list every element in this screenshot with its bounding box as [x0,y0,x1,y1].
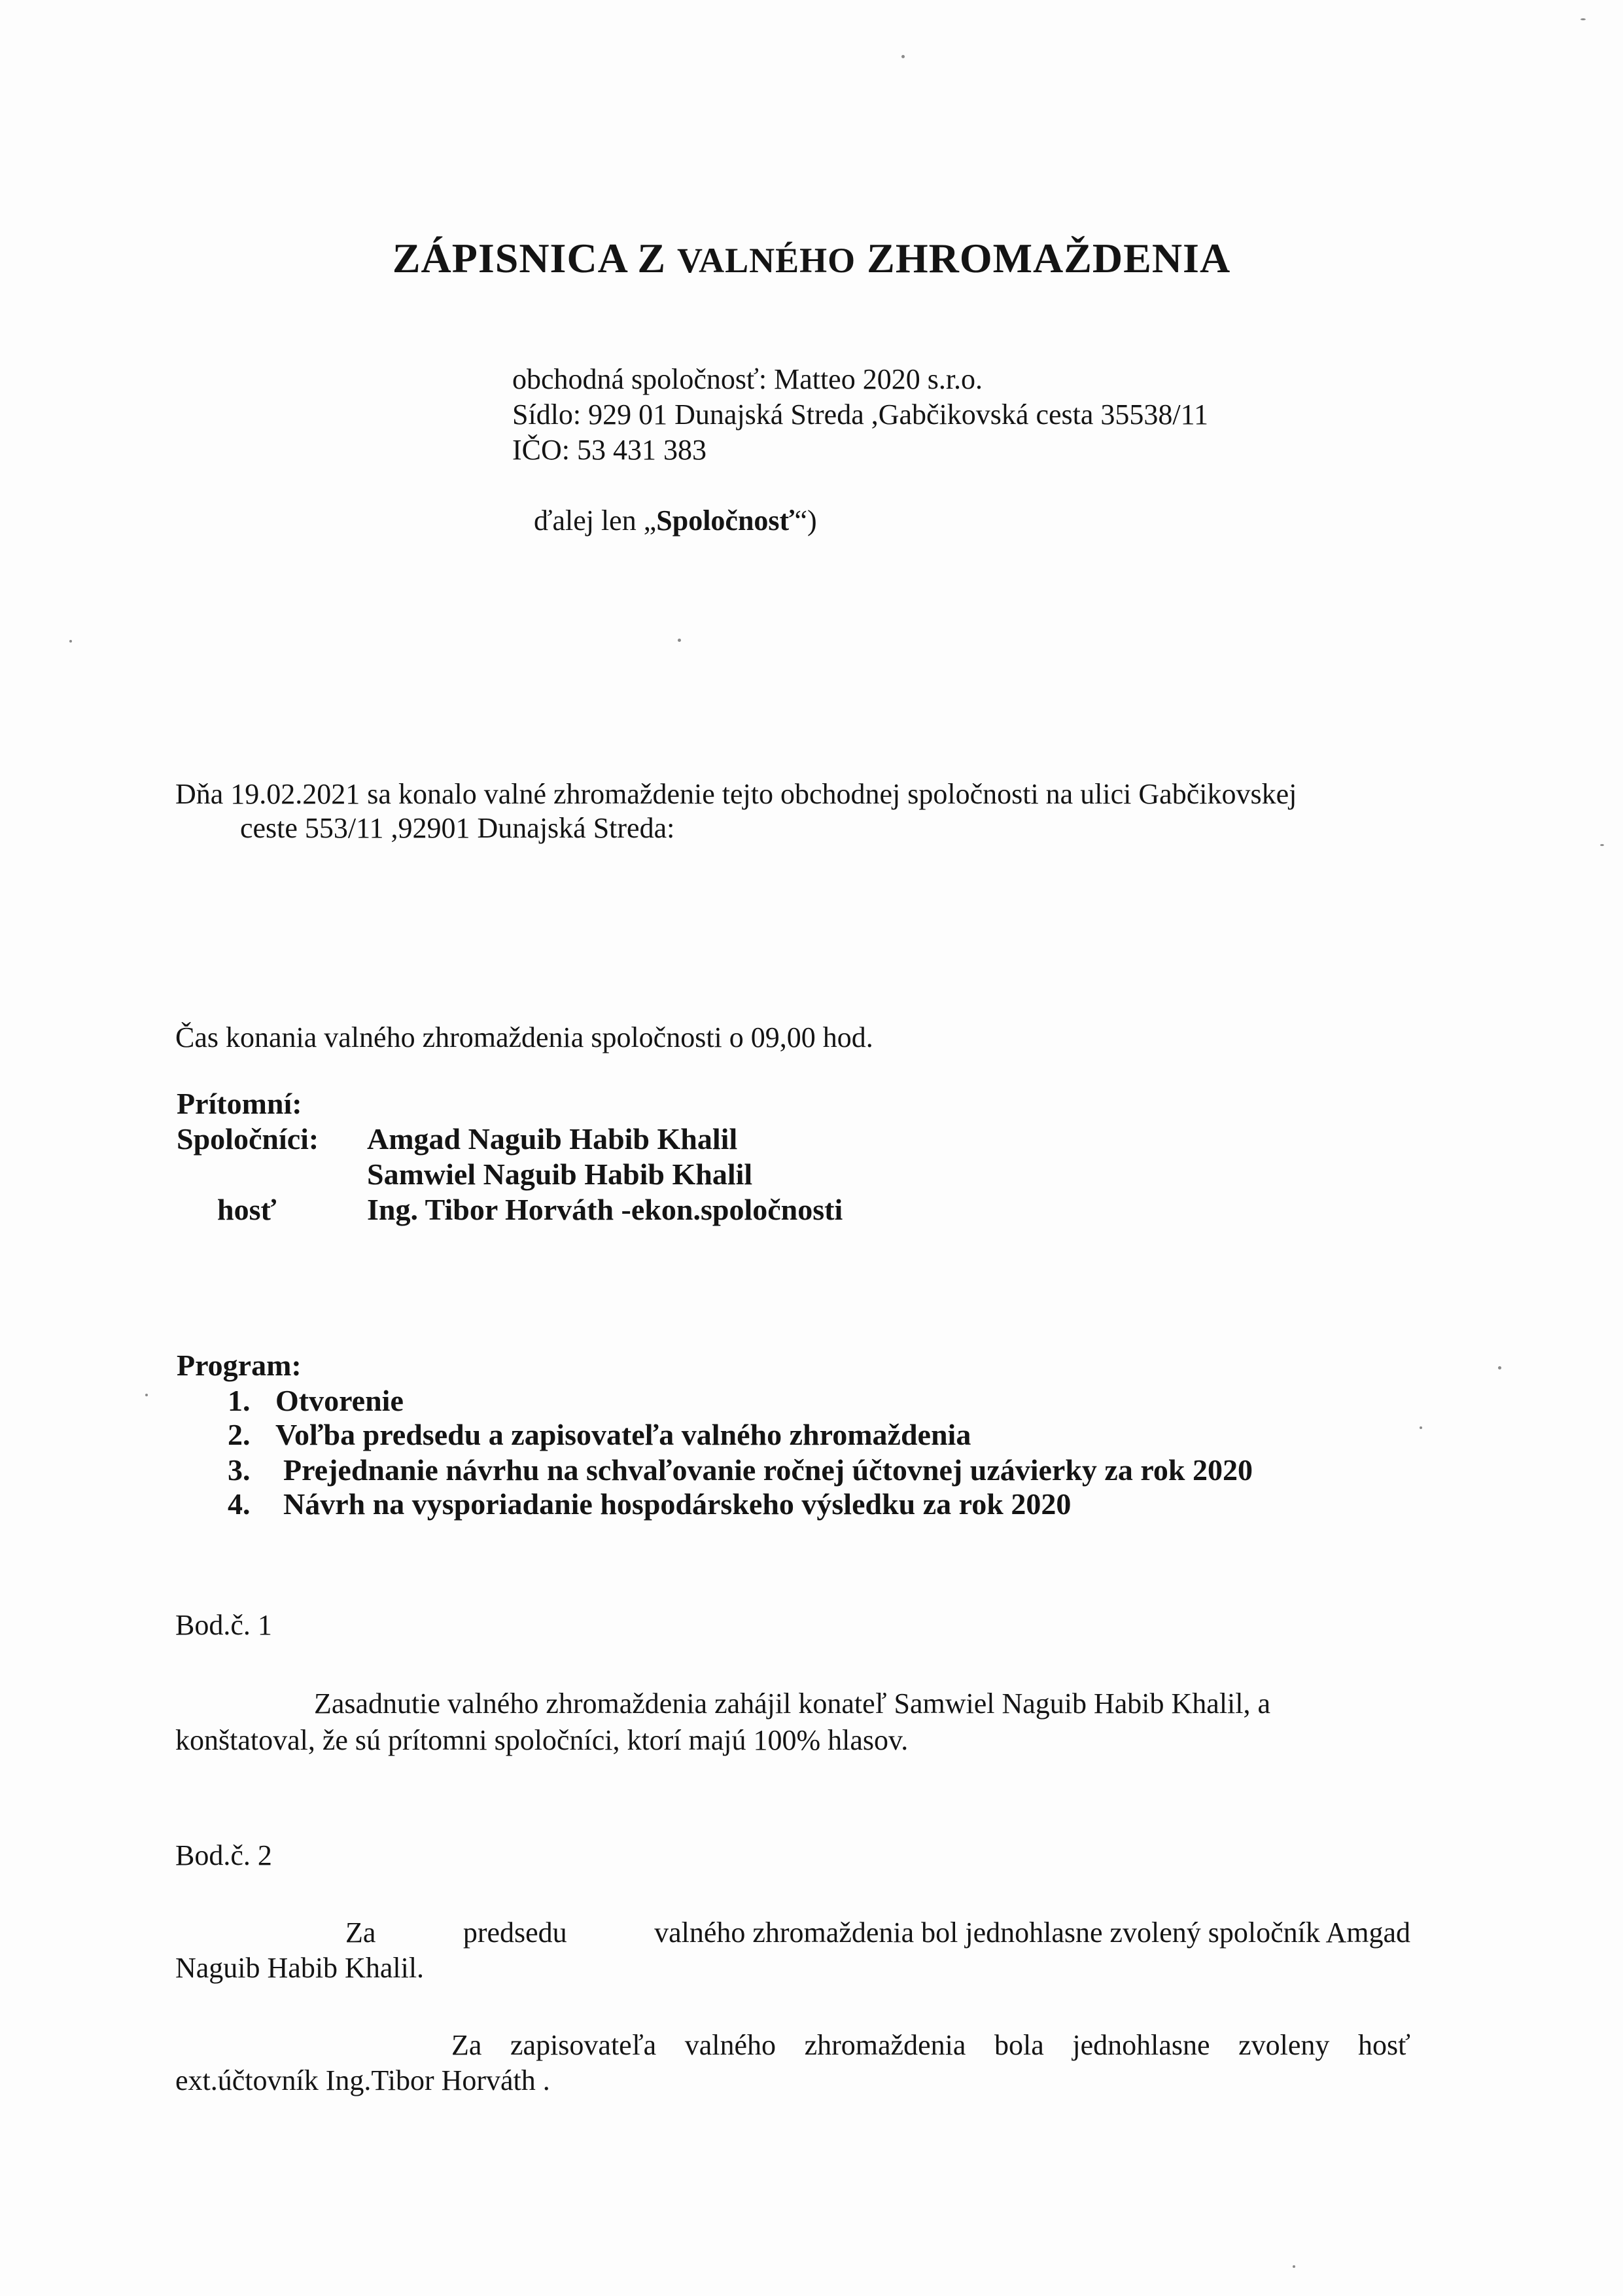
document-title [0,234,1623,283]
point-2-para-2-line-1 [451,2027,1410,2064]
scan-speck [678,639,681,642]
partner-2: Samwiel Naguib Habib Khalil [367,1157,753,1191]
word: zhromaždenia [804,2029,966,2061]
program-item-text: Otvorenie [275,1384,404,1417]
point-1-label: Bod.č. 1 [175,1609,272,1641]
point-2-para-1-line-2: Naguib Habib Khalil. [175,1952,425,1984]
scan-speck [1420,1426,1422,1429]
scan-speck [901,55,905,58]
program-item-text: Prejednanie návrhu na schvaľovanie ročnej účtovnej uzávierky za rok 2020 [283,1453,1253,1487]
company-ico-line: IČO: 53 431 383 [512,434,707,466]
word: valného [684,2029,777,2061]
point-2-label: Bod.č. 2 [175,1839,272,1871]
company-name-line: obchodná spoločnosť: Matteo 2020 s.r.o. [512,363,983,395]
scan-speck [145,1394,148,1396]
scan-speck [1498,1366,1501,1369]
word: zapisovateľa [510,2029,657,2061]
meeting-date-line-2: ceste 553/11 ,92901 Dunajská Streda: [240,812,675,844]
meeting-time-line: Čas konania valného zhromaždenia spoločnosti o 09,00 hod. [175,1021,873,1053]
word: zvoleny [1238,2029,1330,2061]
program-item-number: 1. [228,1384,251,1417]
company-seat-line: Sídlo: 929 01 Dunajská Streda ,Gabčikovská cesta 35538/11 [512,398,1208,431]
scan-speck [1293,2265,1295,2268]
program-item-number: 2. [228,1418,251,1451]
title-part-3: ZHROMAŽDENIA [856,235,1231,281]
title-part-1: ZÁPISNICA Z [392,235,678,281]
scan-speck [1600,844,1604,846]
alias-prefix: ďalej len „ [534,504,657,537]
title-part-2: VALNÉHO [677,241,856,280]
program-item-text: Voľba predsedu a zapisovateľa valného zhromaždenia [275,1418,971,1451]
word: Za [451,2029,482,2061]
word: valného zhromaždenia bol jednohlasne zvolený spoločník Amgad [654,1916,1410,1949]
attendance-heading: Prítomní: [177,1087,302,1120]
guest-label: hosť [217,1193,277,1226]
word: predsedu [462,1916,567,1949]
alias-suffix: “) [794,504,817,537]
word: hosť [1358,2029,1410,2061]
program-item-number: 3. [228,1453,251,1487]
program-item-number: 4. [228,1487,251,1521]
point-1-line-1: Zasadnutie valného zhromaždenia zahájil konateľ Samwiel Naguib Habib Khalil, a [314,1687,1271,1720]
scan-speck [1580,18,1586,20]
point-2-para-2-line-2: ext.účtovník Ing.Tibor Horváth . [175,2064,550,2096]
partner-1: Amgad Naguib Habib Khalil [367,1122,738,1156]
alias-name: Spoločnosť [656,504,795,537]
word: bola [994,2029,1044,2061]
point-1-line-2: konštatoval, že sú prítomni spoločníci, ktorí majú 100% hlasov. [175,1724,909,1756]
word: Za [345,1916,376,1949]
point-2-para-1-line-1 [345,1915,1410,1951]
guest-name: Ing. Tibor Horváth -ekon.spoločnosti [367,1193,843,1226]
scan-speck [69,640,72,643]
program-heading: Program: [177,1349,302,1382]
partners-label: Spoločníci: [177,1122,319,1156]
company-alias-line [534,503,817,539]
word: jednohlasne [1072,2029,1210,2061]
program-item-text: Návrh na vysporiadanie hospodárskeho výsledku za rok 2020 [283,1487,1072,1521]
meeting-date-line-1: Dňa 19.02.2021 sa konalo valné zhromaždenie tejto obchodnej spoločnosti na ulici Gabčikovskej [175,778,1297,810]
